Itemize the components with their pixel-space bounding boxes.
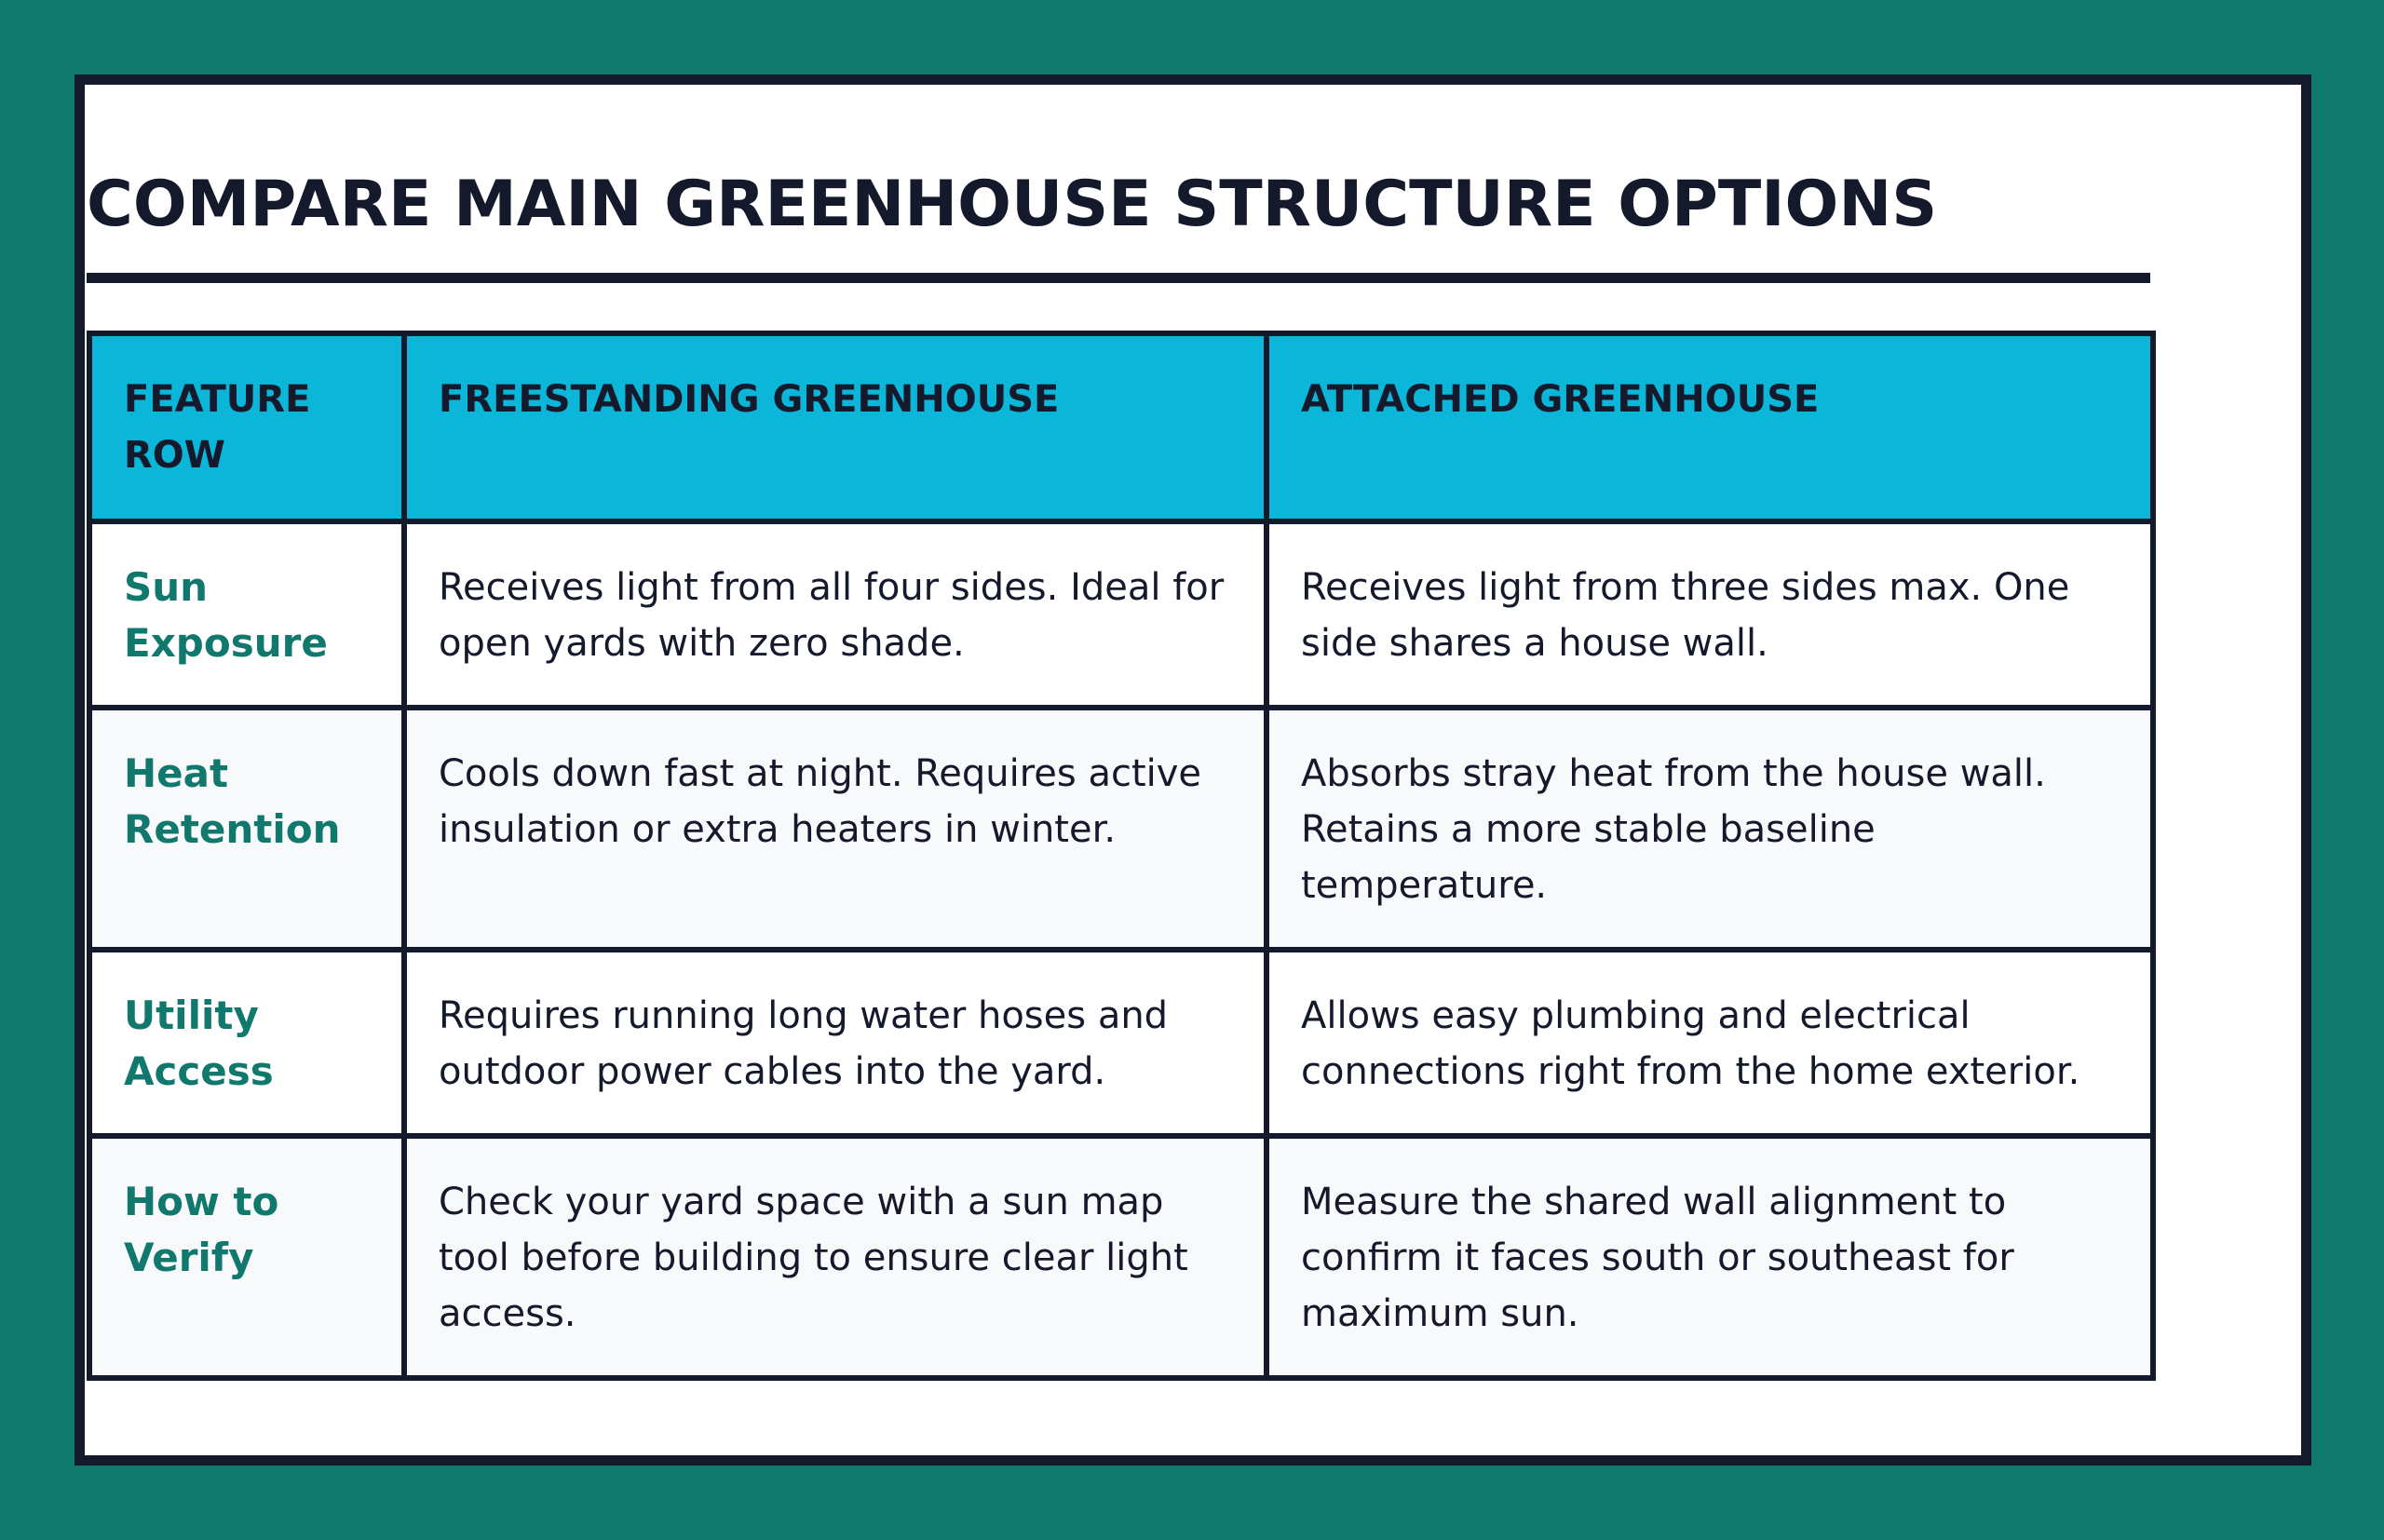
table-row: [89, 1136, 2153, 1378]
column-header-feature: FEATURE ROW: [89, 333, 404, 521]
table-row: [89, 521, 2153, 708]
comparison-table: [87, 331, 2156, 1381]
column-header-attached: ATTACHED GREENHOUSE: [1266, 333, 2153, 521]
attached-cell: Receives light from three sides max. One side shares a house wall.: [1266, 521, 2153, 708]
attached-cell: Absorbs stray heat from the house wall. Retains a more stable baseline temperature.: [1266, 708, 2153, 950]
freestanding-cell: Requires running long water hoses and outdoor power cables into the yard.: [404, 950, 1266, 1136]
table-header-row: [89, 333, 2153, 521]
attached-cell: Allows easy plumbing and electrical connections right from the home exterior.: [1266, 950, 2153, 1136]
freestanding-cell: Receives light from all four sides. Ideal for open yards with zero shade.: [404, 521, 1266, 708]
table-row: [89, 708, 2153, 950]
attached-cell: Measure the shared wall alignment to confirm it faces south or southeast for maximum sun.: [1266, 1136, 2153, 1378]
freestanding-cell: Cools down fast at night. Requires active insulation or extra heaters in winter.: [404, 708, 1266, 950]
feature-cell: Utility Access: [89, 950, 404, 1136]
page-title: COMPARE MAIN GREENHOUSE STRUCTURE OPTIONS: [87, 168, 1938, 241]
feature-cell: Heat Retention: [89, 708, 404, 950]
feature-cell: How to Verify: [89, 1136, 404, 1378]
freestanding-cell: Check your yard space with a sun map tool before building to ensure clear light access.: [404, 1136, 1266, 1378]
feature-cell: Sun Exposure: [89, 521, 404, 708]
table-row: [89, 950, 2153, 1136]
title-divider: [87, 273, 2150, 283]
column-header-freestanding: FREESTANDING GREENHOUSE: [404, 333, 1266, 521]
